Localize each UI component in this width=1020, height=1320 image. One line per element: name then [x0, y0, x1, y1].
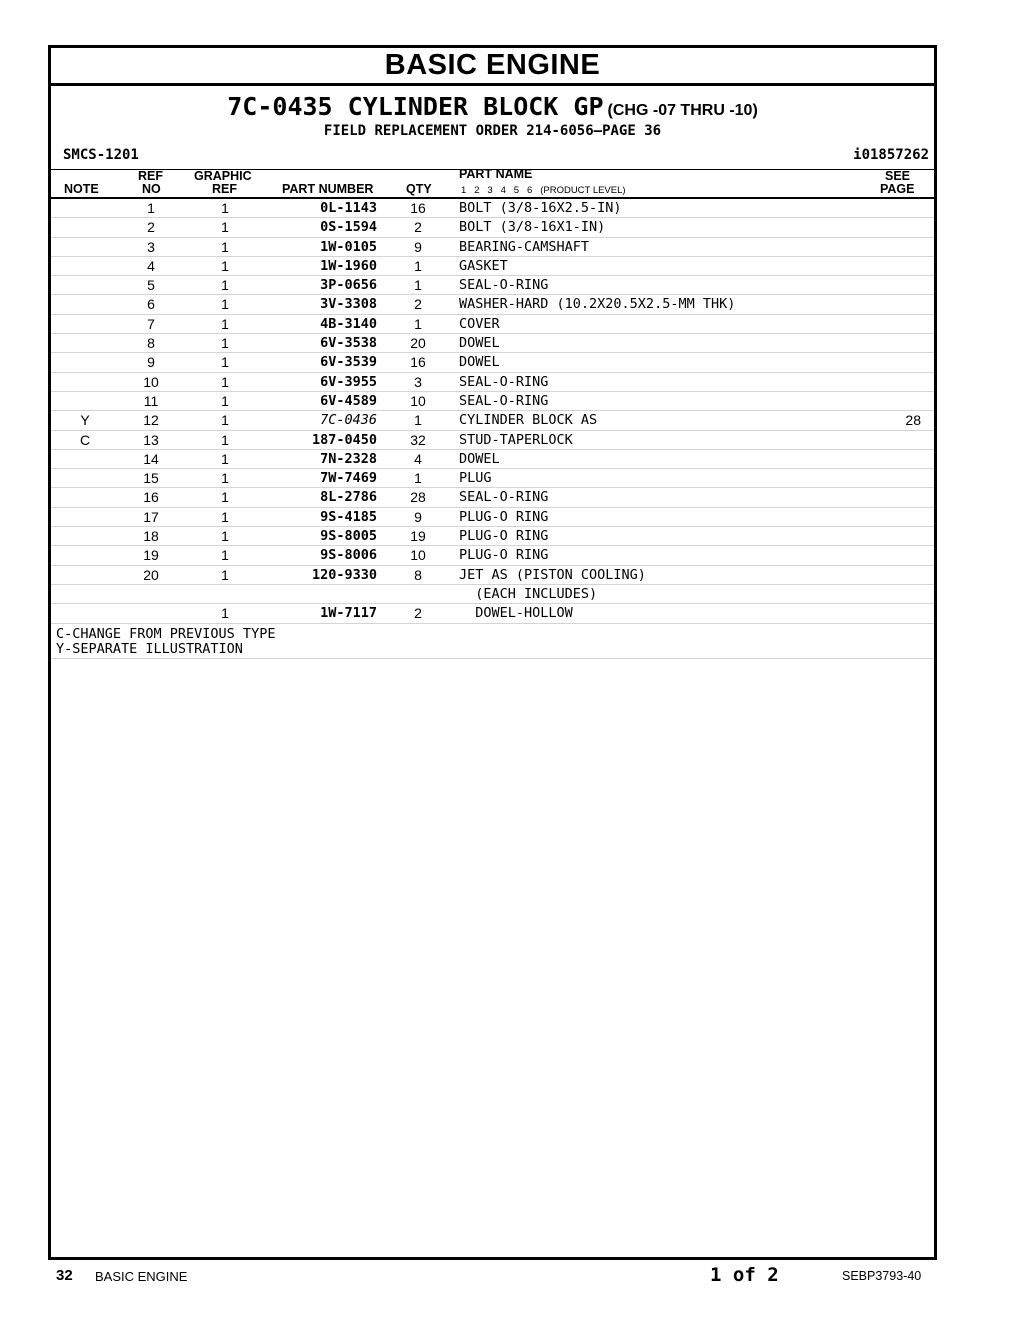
cell-graphic-ref: 1: [221, 605, 229, 622]
table-row: [51, 392, 934, 411]
cell-ref-no: 16: [143, 489, 159, 506]
header-qty: QTY: [406, 182, 432, 196]
group-title: [51, 93, 934, 125]
field-replacement-order: FIELD REPLACEMENT ORDER 214-6056—PAGE 36: [323, 123, 662, 139]
group-title-main: 7C-0435 CYLINDER BLOCK GP: [227, 92, 604, 121]
cell-part-name: DOWEL: [459, 335, 500, 352]
cell-graphic-ref: 1: [221, 489, 229, 506]
cell-part-number: 0S-1594: [320, 219, 377, 236]
cell-graphic-ref: 1: [221, 431, 229, 448]
header-gref-top: GRAPHIC: [194, 169, 252, 183]
cell-part-name: PLUG-O RING: [459, 547, 549, 564]
cell-part-number: 8L-2786: [320, 489, 377, 506]
table-row: [51, 450, 934, 469]
cell-part-name: BOLT (3/8-16X1-IN): [459, 219, 606, 236]
parts-table-body: [51, 199, 934, 624]
cell-see-page: 28: [905, 412, 921, 429]
cell-part-name: SEAL-O-RING: [459, 373, 549, 390]
cell-ref-no: 1: [147, 200, 155, 216]
illustration-id: i01857262: [853, 147, 929, 163]
cell-part-name: DOWEL-HOLLOW: [459, 605, 573, 622]
cell-graphic-ref: 1: [221, 296, 229, 313]
cell-qty: 19: [410, 528, 426, 545]
table-row: [51, 585, 934, 604]
cell-part-name: PLUG: [459, 470, 492, 487]
header-ref-bottom: NO: [142, 182, 161, 196]
cell-part-name: PLUG-O RING: [459, 528, 549, 545]
table-row: [51, 431, 934, 450]
cell-ref-no: 8: [147, 335, 155, 352]
cell-graphic-ref: 1: [221, 315, 229, 332]
cell-ref-no: 11: [143, 392, 159, 409]
cell-note: C: [79, 431, 91, 448]
cell-ref-no: 15: [143, 470, 159, 487]
cell-part-name: DOWEL: [459, 354, 500, 371]
cell-ref-no: 4: [147, 257, 155, 274]
cell-qty: 32: [410, 431, 426, 448]
cell-qty: 2: [414, 219, 422, 236]
table-row: [51, 353, 934, 372]
cell-graphic-ref: 1: [221, 508, 229, 525]
table-row: [51, 218, 934, 237]
cell-qty: 3: [414, 373, 422, 390]
table-row: [51, 469, 934, 488]
cell-qty: 2: [414, 605, 422, 622]
cell-graphic-ref: 1: [221, 373, 229, 390]
table-row: [51, 527, 934, 546]
cell-part-name: BOLT (3/8-16X2.5-IN): [459, 200, 622, 216]
cell-qty: 16: [410, 354, 426, 371]
group-title-sub: (CHG -07 THRU -10): [607, 102, 758, 119]
cell-part-name: JET AS (PISTON COOLING): [459, 566, 646, 583]
cell-qty: 20: [410, 335, 426, 352]
cell-graphic-ref: 1: [221, 219, 229, 236]
cell-qty: 2: [414, 296, 422, 313]
cell-part-name: DOWEL: [459, 450, 500, 467]
cell-part-name: (EACH INCLUDES): [459, 585, 598, 602]
table-row: [51, 295, 934, 314]
table-row: [51, 604, 934, 623]
cell-qty: 1: [414, 470, 422, 487]
codes-row: [51, 147, 934, 167]
cell-part-number: 3P-0656: [320, 277, 377, 294]
page-footer: [0, 1265, 1020, 1289]
cell-part-number: 187-0450: [311, 431, 377, 448]
page-frame: [48, 45, 937, 1260]
page-number: 32: [56, 1267, 73, 1284]
cell-part-number: 6V-3538: [320, 335, 377, 352]
cell-graphic-ref: 1: [221, 354, 229, 371]
cell-ref-no: 14: [143, 450, 159, 467]
cell-part-name: COVER: [459, 315, 500, 332]
smcs-code: SMCS-1201: [63, 147, 139, 163]
header-note: NOTE: [64, 182, 99, 196]
cell-ref-no: 17: [143, 508, 159, 525]
table-row: [51, 488, 934, 507]
cell-ref-no: 3: [147, 238, 155, 255]
section-banner: BASIC ENGINE: [51, 48, 934, 86]
cell-qty: 10: [410, 547, 426, 564]
cell-part-number: 6V-3539: [320, 354, 377, 371]
table-row: [51, 315, 934, 334]
cell-ref-no: 20: [143, 566, 159, 583]
cell-part-number: 9S-4185: [320, 508, 377, 525]
cell-qty: 9: [414, 508, 422, 525]
cell-part-number: 1W-0105: [320, 238, 377, 255]
cell-part-number: 9S-8006: [320, 547, 377, 564]
cell-part-number: 0L-1143: [320, 200, 377, 216]
cell-part-name: SEAL-O-RING: [459, 489, 549, 506]
cell-part-number: 4B-3140: [320, 315, 377, 332]
table-header: [51, 169, 934, 199]
cell-graphic-ref: 1: [221, 547, 229, 564]
cell-graphic-ref: 1: [221, 238, 229, 255]
cell-qty: 1: [414, 277, 422, 294]
cell-part-number: 1W-1960: [320, 257, 377, 274]
cell-ref-no: 7: [147, 315, 155, 332]
cell-graphic-ref: 1: [221, 277, 229, 294]
cell-part-name: SEAL-O-RING: [459, 392, 549, 409]
header-see-top: SEE: [885, 169, 911, 183]
cell-qty: 28: [410, 489, 426, 506]
cell-part-name: BEARING-CAMSHAFT: [459, 238, 590, 255]
cell-ref-no: 19: [143, 547, 159, 564]
cell-part-number: 7N-2328: [320, 450, 377, 467]
cell-ref-no: 18: [143, 528, 159, 545]
cell-part-number: 6V-3955: [320, 373, 377, 390]
cell-ref-no: 10: [143, 373, 159, 390]
header-see-bottom: PAGE: [880, 182, 915, 196]
cell-graphic-ref: 1: [221, 470, 229, 487]
cell-ref-no: 5: [147, 277, 155, 294]
cell-part-name: GASKET: [459, 257, 508, 274]
cell-note: Y: [80, 412, 90, 429]
cell-qty: 4: [414, 450, 422, 467]
cell-part-number: 6V-4589: [320, 392, 377, 409]
cell-part-number: 3V-3308: [320, 296, 377, 313]
table-row: [51, 334, 934, 353]
note-separate-illustration: Y-SEPARATE ILLUSTRATION: [56, 640, 243, 657]
cell-ref-no: 6: [147, 296, 155, 313]
cell-graphic-ref: 1: [221, 412, 229, 429]
header-product-level: 1 2 3 4 5 6 (PRODUCT LEVEL): [461, 185, 626, 196]
cell-part-number: 7W-7469: [320, 470, 377, 487]
header-part-number: PART NUMBER: [282, 182, 374, 196]
cell-graphic-ref: 1: [221, 566, 229, 583]
table-row: [51, 566, 934, 585]
table-row: [51, 199, 934, 218]
note-change: C-CHANGE FROM PREVIOUS TYPE: [56, 625, 276, 642]
table-row: [51, 276, 934, 295]
cell-qty: 9: [414, 238, 422, 255]
cell-qty: 1: [414, 257, 422, 274]
page-of: 1 of 2: [710, 1264, 779, 1286]
cell-qty: 1: [414, 412, 422, 429]
cell-ref-no: 9: [147, 354, 155, 371]
cell-graphic-ref: 1: [221, 335, 229, 352]
footer-section: BASIC ENGINE: [95, 1269, 188, 1284]
table-row: [51, 411, 934, 430]
cell-part-number: 1W-7117: [320, 605, 377, 622]
cell-graphic-ref: 1: [221, 257, 229, 274]
cell-ref-no: 12: [143, 412, 159, 429]
cell-part-name: SEAL-O-RING: [459, 277, 549, 294]
cell-qty: 1: [414, 315, 422, 332]
header-part-name: PART NAME: [459, 167, 533, 181]
cell-graphic-ref: 1: [221, 392, 229, 409]
cell-graphic-ref: 1: [221, 450, 229, 467]
cell-part-name: CYLINDER BLOCK AS: [459, 412, 598, 429]
header-gref-bottom: REF: [212, 182, 237, 196]
table-row: [51, 373, 934, 392]
cell-graphic-ref: 1: [221, 200, 229, 216]
cell-qty: 10: [410, 392, 426, 409]
table-row: [51, 238, 934, 257]
cell-qty: 8: [414, 566, 422, 583]
table-row: [51, 257, 934, 276]
document-id: SEBP3793-40: [842, 1269, 922, 1283]
cell-part-name: STUD-TAPERLOCK: [459, 431, 573, 448]
table-row: [51, 508, 934, 527]
header-ref-top: REF: [138, 169, 163, 183]
table-row: [51, 546, 934, 565]
cell-qty: 16: [410, 200, 426, 216]
cell-graphic-ref: 1: [221, 528, 229, 545]
notes-legend: [51, 624, 934, 659]
cell-part-name: WASHER-HARD (10.2X20.5X2.5-MM THK): [459, 296, 736, 313]
cell-part-number: 9S-8005: [320, 528, 377, 545]
cell-part-name: PLUG-O RING: [459, 508, 549, 525]
cell-part-number: 120-9330: [311, 566, 377, 583]
cell-ref-no: 13: [143, 431, 159, 448]
cell-part-number: 7C-0436: [320, 412, 377, 429]
cell-ref-no: 2: [147, 219, 155, 236]
